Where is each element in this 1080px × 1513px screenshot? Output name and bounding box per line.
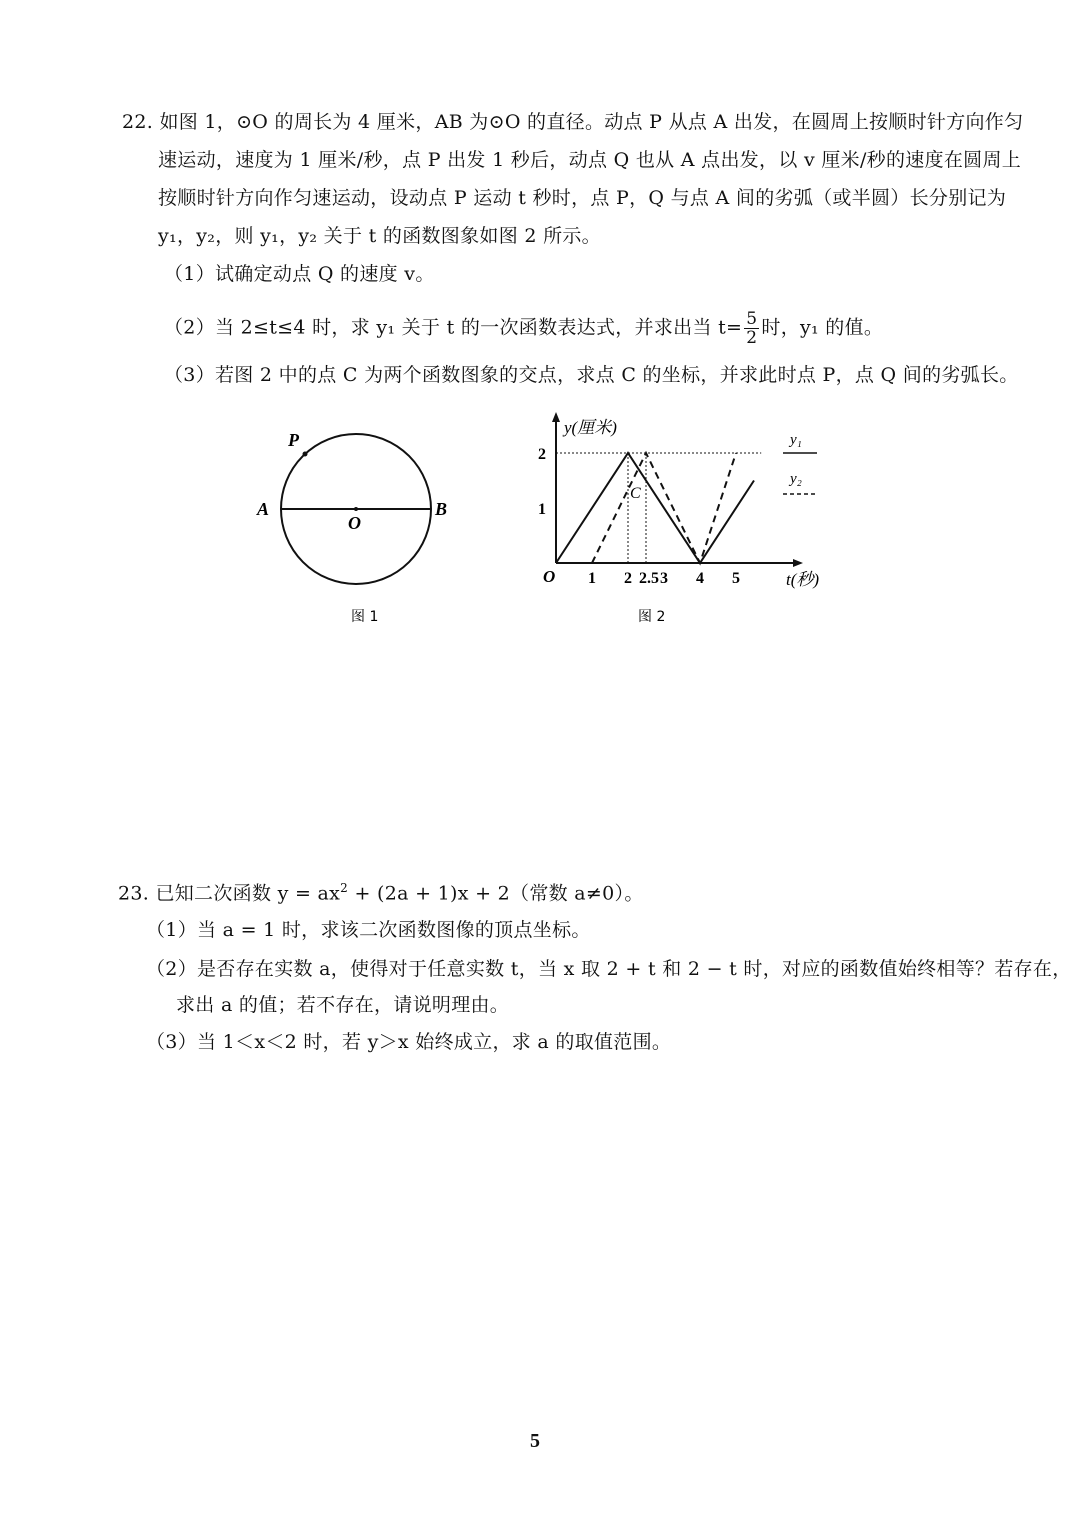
- chart-guides: [556, 453, 761, 563]
- label-a: A: [257, 499, 270, 519]
- figure-2-caption: 图 2: [638, 609, 666, 625]
- p23-intro-exponent: 2: [340, 881, 349, 895]
- x-tick-label-0: 1: [588, 570, 596, 587]
- legend-y1-label: y₁: [790, 432, 802, 448]
- chart-ticks: [538, 446, 740, 587]
- label-o: O: [348, 513, 361, 533]
- p22-line-1: 22. 如图 1，⊙O 的周长为 4 厘米，AB 为⊙O 的直径。动点 P 从点 A 出发，在圆周上按顺时针方向作匀: [122, 111, 1024, 133]
- p23-intro: [118, 876, 644, 905]
- origin-label: O: [543, 567, 556, 586]
- point-c-label: C: [630, 485, 641, 502]
- page-number: 5: [530, 1430, 540, 1452]
- p23-question-2-line-2: 求出 a 的值；若不存在，请说明理由。: [176, 994, 510, 1016]
- x-axis-label: t(秒): [786, 570, 820, 589]
- p23-intro-before: 23. 已知二次函数 y = ax: [118, 882, 341, 905]
- p23-question-1: （1）当 a = 1 时，求该二次函数图像的顶点坐标。: [146, 919, 591, 941]
- y-axis-label: y(厘米): [564, 418, 617, 437]
- label-p: P: [288, 430, 299, 450]
- figure-2: [538, 412, 819, 625]
- p23-intro-after: + (2a + 1)x + 2（常数 a≠0）。: [348, 882, 644, 905]
- point-p-dot: [303, 452, 308, 457]
- y-tick-label-1: 2: [538, 446, 546, 463]
- p22-question-3: （3）若图 2 中的点 C 为两个函数图象的交点，求点 C 的坐标，并求此时点 P，点 Q 间的劣弧长。: [164, 364, 1019, 386]
- figure-1-caption: 图 1: [351, 609, 379, 625]
- p23-question-3: （3）当 1＜x＜2 时，若 y＞x 始终成立，求 a 的取值范围。: [146, 1031, 672, 1053]
- p22-line-3: 按顺时针方向作匀速运动，设动点 P 运动 t 秒时，点 P，Q 与点 A 间的劣弧（或半圆）长分别记为: [158, 187, 1007, 209]
- x-tick-label-1: 2: [624, 570, 632, 587]
- fraction-denominator: 2: [746, 328, 758, 348]
- y-axis-arrow: [552, 412, 560, 422]
- x-tick-label-3: 3: [660, 570, 668, 587]
- x-tick-label-4: 4: [696, 570, 704, 587]
- x-tick-label-5: 5: [732, 570, 740, 587]
- p22-q2-before: （2）当 2≤t≤4 时，求 y₁ 关于 t 的一次函数表达式，并求出当 t=: [164, 316, 743, 339]
- p22-line-2: 速运动，速度为 1 厘米/秒，点 P 出发 1 秒后，动点 Q 也从 A 点出发，以 v 厘米/秒的速度在圆周上: [158, 149, 1022, 171]
- y-tick-label-0: 1: [538, 501, 546, 518]
- x-axis-arrow: [793, 559, 803, 567]
- p22-question-1: （1）试确定动点 Q 的速度 v。: [164, 263, 435, 285]
- chart-series: [556, 453, 754, 563]
- p22-q2-after: 时，y₁ 的值。: [761, 316, 884, 339]
- point-o-dot: [354, 507, 358, 511]
- p23-question-2-line-1: （2）是否存在实数 a，使得对于任意实数 t，当 x 取 2 + t 和 2 − t 时，对应的函数值始终相等？若存在，: [146, 958, 1072, 980]
- legend-y2-label: y₂: [790, 471, 802, 487]
- x-tick-label-2: 2.5: [639, 570, 659, 587]
- fraction-numerator: 5: [746, 309, 758, 329]
- label-b: B: [435, 499, 448, 519]
- figure-1: [256, 430, 447, 625]
- figures-canvas: [0, 0, 1080, 660]
- series-line-1: [556, 453, 754, 563]
- p22-line-4: y₁，y₂，则 y₁，y₂ 关于 t 的函数图象如图 2 所示。: [158, 225, 601, 247]
